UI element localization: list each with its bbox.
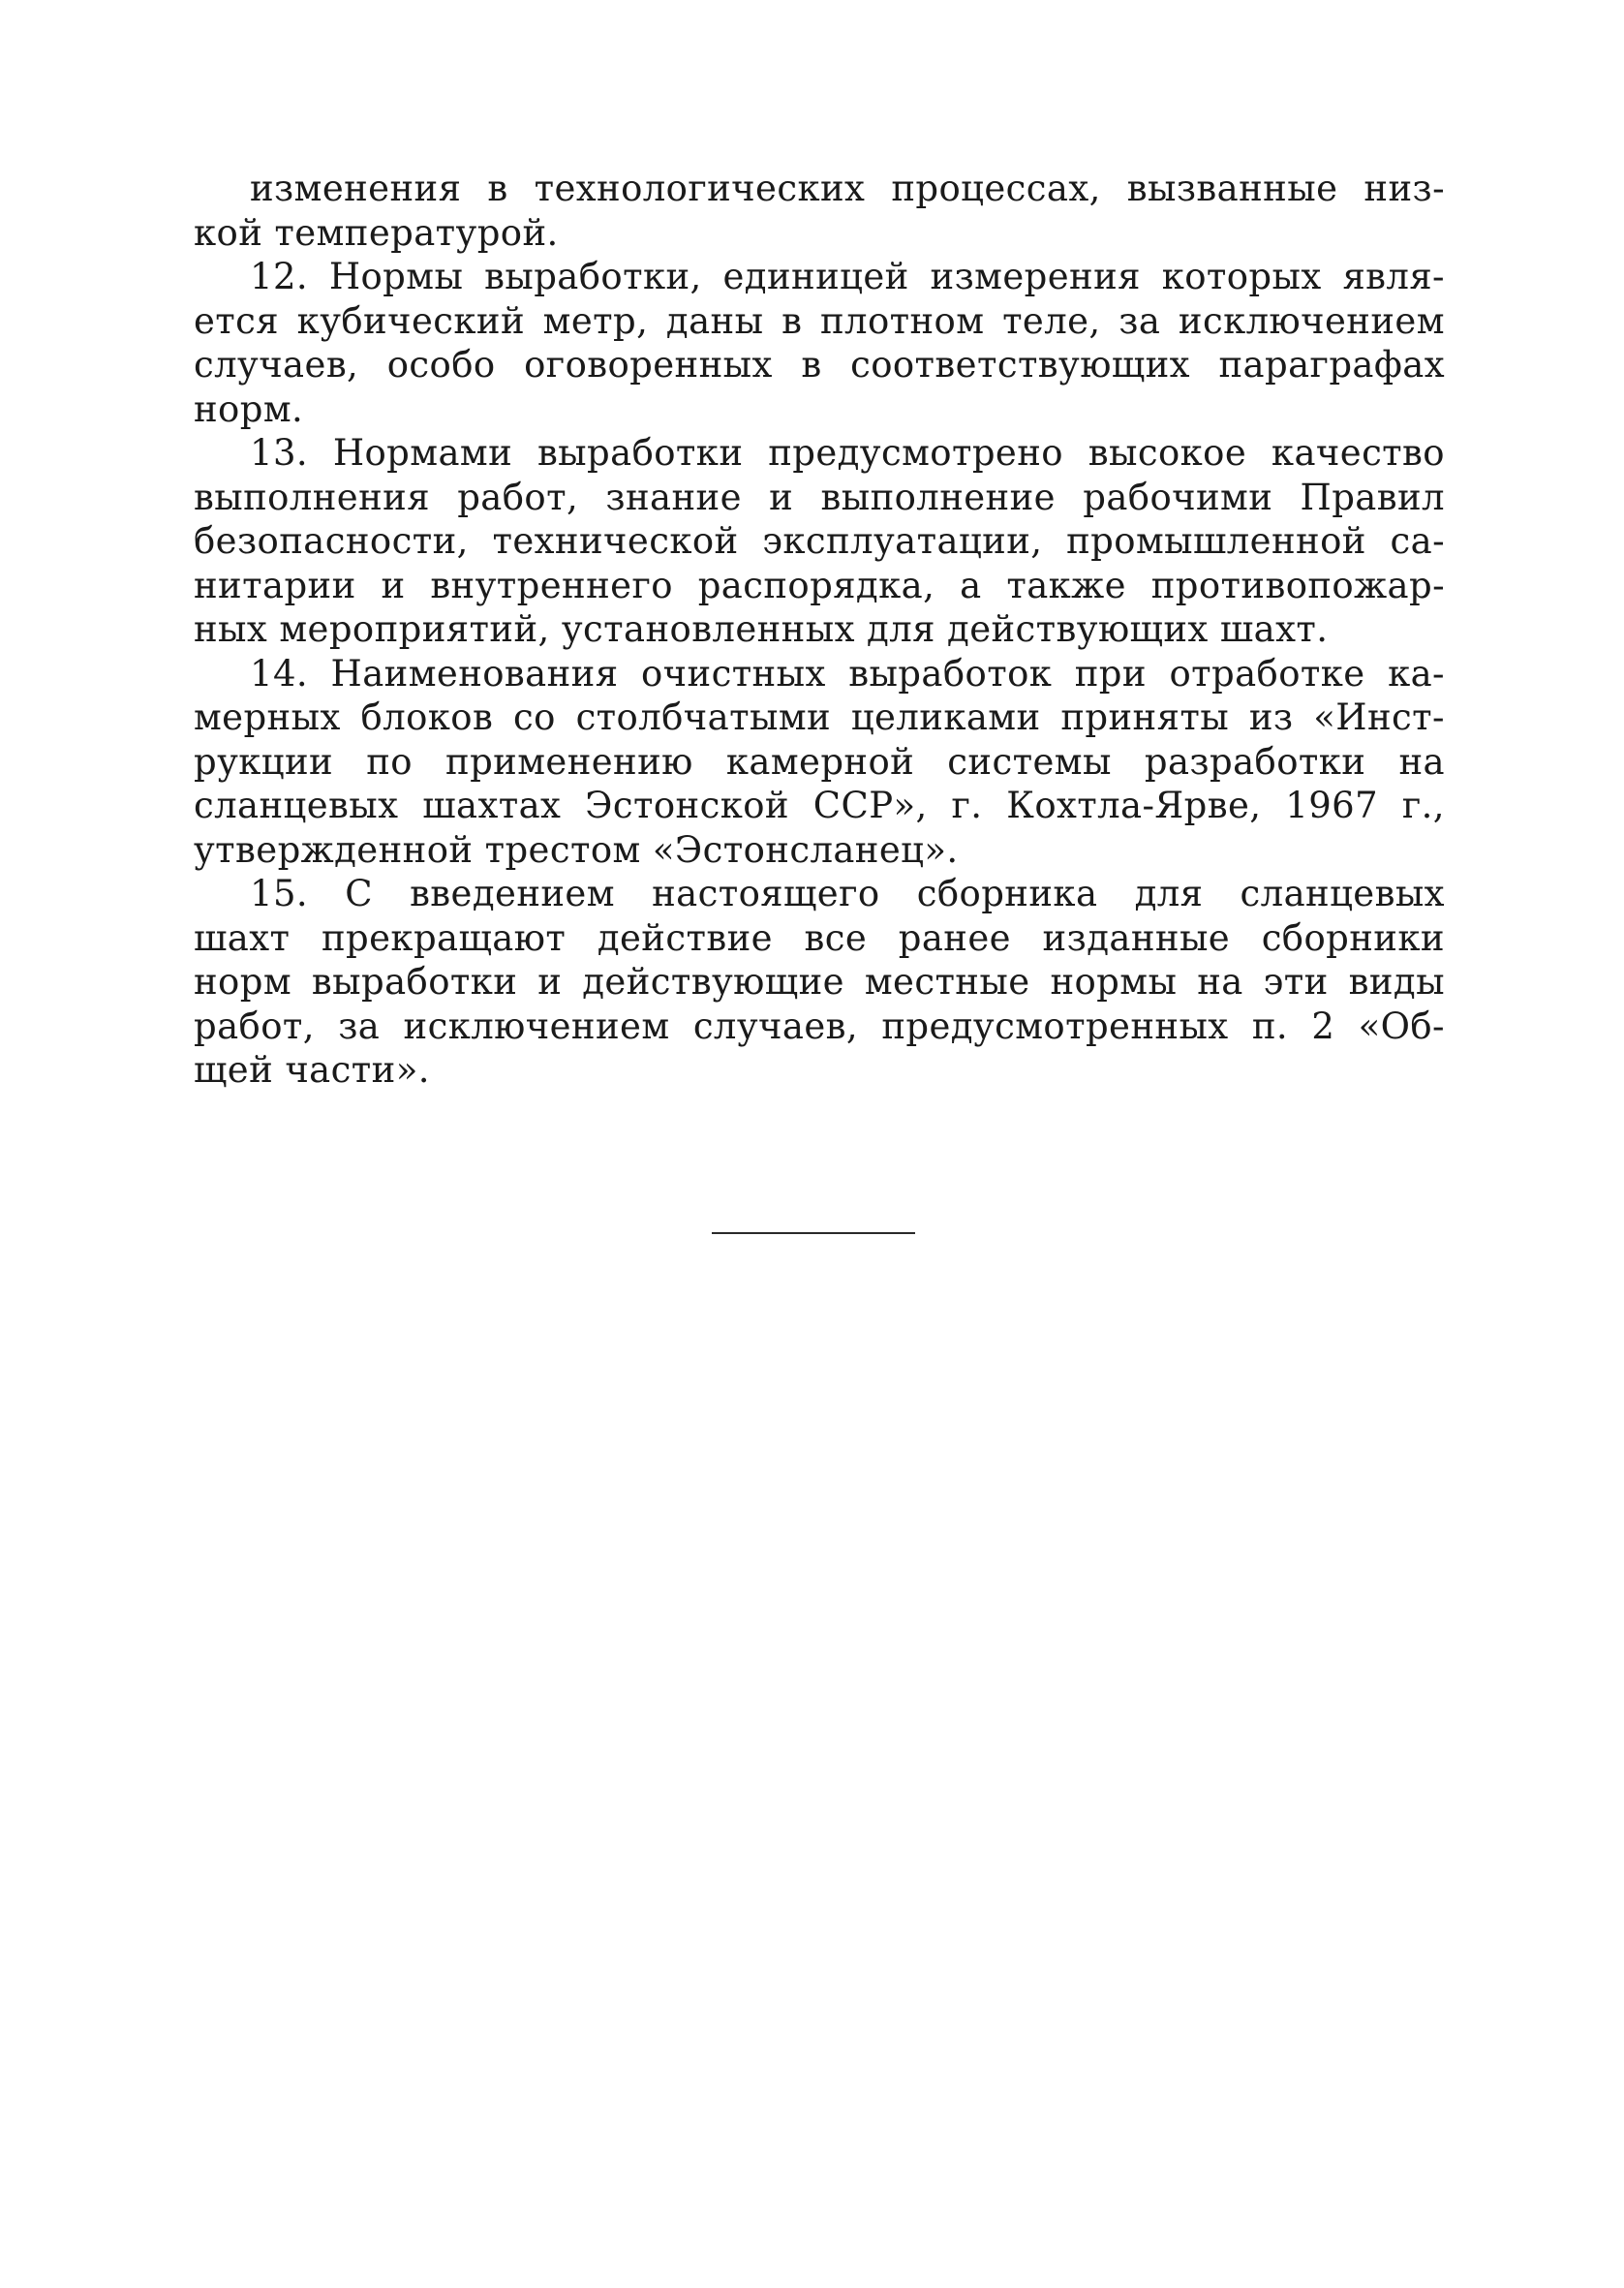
text-line: 15. С введением настоящего сборника для сланцевых xyxy=(250,873,1445,914)
text-line: безопасности, технической эксплуатации, промышленной са- xyxy=(194,520,1445,562)
body-text xyxy=(194,167,1445,1093)
text-line: нитарии и внутреннего распорядка, а также противопожар- xyxy=(194,564,1445,606)
end-separator-rule xyxy=(712,1232,915,1234)
text-line: ется кубический метр, даны в плотном теле, за исключением xyxy=(194,299,1445,342)
text-line: мерных блоков со столбчатыми целиками приняты из «Инст- xyxy=(194,696,1445,738)
text-line: утвержденной трестом «Эстонсланец». xyxy=(194,828,959,871)
text-line: ных мероприятий, установленных для действующих шахт. xyxy=(194,608,1329,650)
text-line: рукции по применению камерной системы разработки на xyxy=(194,740,1445,783)
text-line: работ, за исключением случаев, предусмотренных п. 2 «Об- xyxy=(194,1005,1445,1047)
text-line: выполнения работ, знание и выполнение рабочими Правил xyxy=(194,476,1445,518)
text-line: щей части». xyxy=(194,1049,430,1091)
text-line: шахт прекращают действие все ранее изданные сборники xyxy=(194,916,1445,959)
text-line: 13. Нормами выработки предусмотрено высокое качество xyxy=(250,432,1445,474)
text-line: норм. xyxy=(194,387,304,430)
text-line: 14. Наименования очистных выработок при отработке ка- xyxy=(250,652,1445,695)
text-line: норм выработки и действующие местные нормы на эти виды xyxy=(194,961,1445,1003)
text-line: 12. Нормы выработки, единицей измерения которых явля- xyxy=(250,256,1445,297)
text-line: кой температурой. xyxy=(194,211,559,254)
text-line: изменения в технологических процессах, вызванные низ- xyxy=(250,168,1445,209)
text-line: сланцевых шахтах Эстонской ССР», г. Кохтла-Ярве, 1967 г., xyxy=(194,785,1445,826)
text-line: случаев, особо оговоренных в соответствующих параграфах xyxy=(194,344,1445,386)
